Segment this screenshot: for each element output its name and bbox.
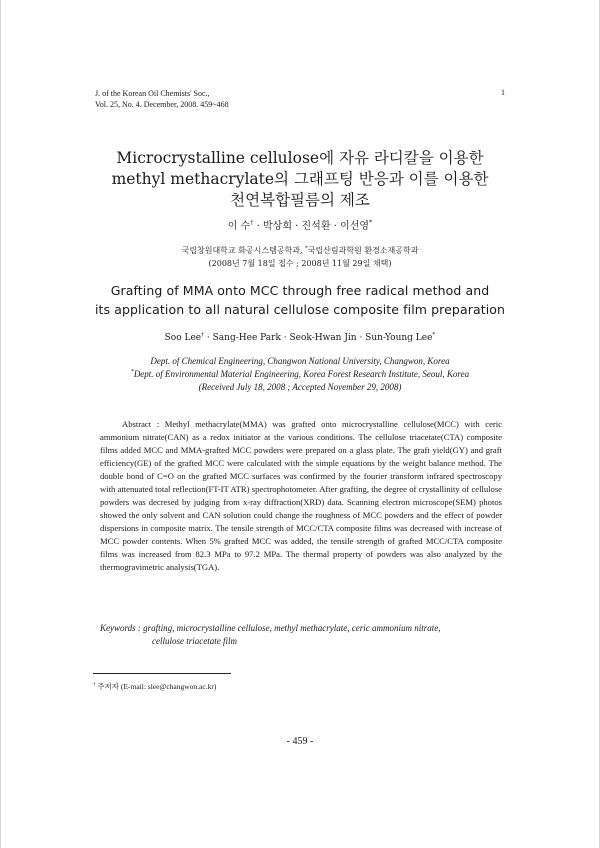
journal-volume: Vol. 25, No. 4. December, 2008. 459~468	[95, 100, 229, 109]
corresponding-mark: †	[250, 218, 254, 227]
abstract-label: Abstract :	[122, 419, 160, 429]
english-affiliation-1: Dept. of Chemical Engineering, Changwon National University, Changwon, Korea	[150, 356, 450, 366]
english-authors	[60, 333, 540, 343]
corresponding-mark: †	[201, 332, 205, 338]
affiliation-mark: *	[130, 369, 134, 375]
affiliation-mark: *	[305, 245, 308, 252]
english-first-author: Soo Lee	[164, 333, 202, 343]
journal-citation	[95, 88, 229, 110]
footnote-text: 주저자 (E-mail: slee@changwon.ac.kr)	[95, 682, 217, 691]
footnote-mark: †	[93, 682, 96, 688]
keywords-line2: cellulose triacetate film	[152, 636, 237, 646]
keywords-label: Keywords :	[100, 623, 141, 633]
korean-title-line: methyl methacrylate의 그래프팅 반응과 이를 이용한	[111, 170, 489, 188]
english-affiliations	[60, 355, 540, 394]
affiliation-mark: *	[369, 218, 373, 227]
korean-other-authors: · 박상희 · 진석환 · 이선영	[253, 221, 370, 232]
footnote-divider	[93, 673, 231, 674]
abstract	[100, 418, 502, 574]
korean-affiliation	[60, 244, 540, 270]
korean-affiliation-2: 국립산림과학원 환경소재공학과	[307, 246, 419, 255]
korean-title-line: 천연복합필름의 제조	[230, 191, 370, 209]
korean-title-line: Microcrystalline cellulose에 자유 라디칼을 이용한	[116, 149, 484, 167]
korean-affiliation-1: 국립창원대학교 화공시스템공학과,	[181, 246, 306, 255]
english-dates: (Received July 18, 2008 ; Accepted November 29, 2008)	[198, 382, 402, 392]
journal-name: J. of the Korean Oil Chemists' Soc.,	[95, 89, 210, 98]
keywords-line1: grafting, microcrystalline cellulose, methyl methacrylate, ceric ammonium nitrate,	[143, 623, 441, 633]
korean-first-author: 이 수	[227, 221, 251, 232]
english-title-line: its application to all natural cellulose composite film preparation	[94, 302, 506, 317]
affiliation-mark: *	[432, 332, 436, 338]
page-number: - 459 -	[286, 736, 314, 747]
english-title-line: Grafting of MMA onto MCC through free radical method and	[110, 283, 490, 298]
english-other-authors: · Sang-Hee Park · Seok-Hwan Jin · Sun-Young Lee	[204, 333, 433, 343]
korean-title	[60, 148, 540, 211]
keywords	[100, 622, 502, 648]
english-affiliation-2: Dept. of Environmental Material Engineering, Korea Forest Research Institute, Seoul, Korea	[133, 369, 470, 379]
korean-dates: (2008년 7월 18일 접수 ; 2008년 11월 29일 채택)	[208, 259, 392, 268]
page-marker: 1	[501, 88, 505, 97]
abstract-text: Methyl methacrylate(MMA) was grafted onto microcrystalline cellulose(MCC) with ceric ammonium nitrate(CAN) as a redox initiator at the various conditions. The cellulose triacetate(CTA) composite films added MCC and MMA-grafted MCC powders were prepared on a glass plate. The graft yield(GY) and graft efficiency(GE) of the grafted MCC were calculated with the simple equations by the weight balance method. The double bond of C=O on the grafted MCC surfaces was confirmed by the fourier transform infrared spectroscopy with attenuated total reflection(FT-IT ATR) spectrophotometer. After grafting, the degree of crystallinity of cellulose powders was decresed by judging from x-ray diffraction(XRD) data. Scanning electron microscope(SEM) photos showed the only solvent and CAN solution could change the roughness of MCC powders and the effect of powder dispersions in composite matrix. The tensile strength of MCC/CTA composite films was decreased with increase of MCC powder contents. When 5% grafted MCC was added, the tensile strength of grafted MCC/CTA composite films was increased from 82.3 MPa to 97.2 MPa. The thermal property of powders was also analyzed by the thermogravimetric analysis(TGA).	[100, 419, 502, 572]
english-title	[60, 281, 540, 319]
footnote	[93, 681, 216, 692]
korean-authors	[60, 217, 540, 232]
